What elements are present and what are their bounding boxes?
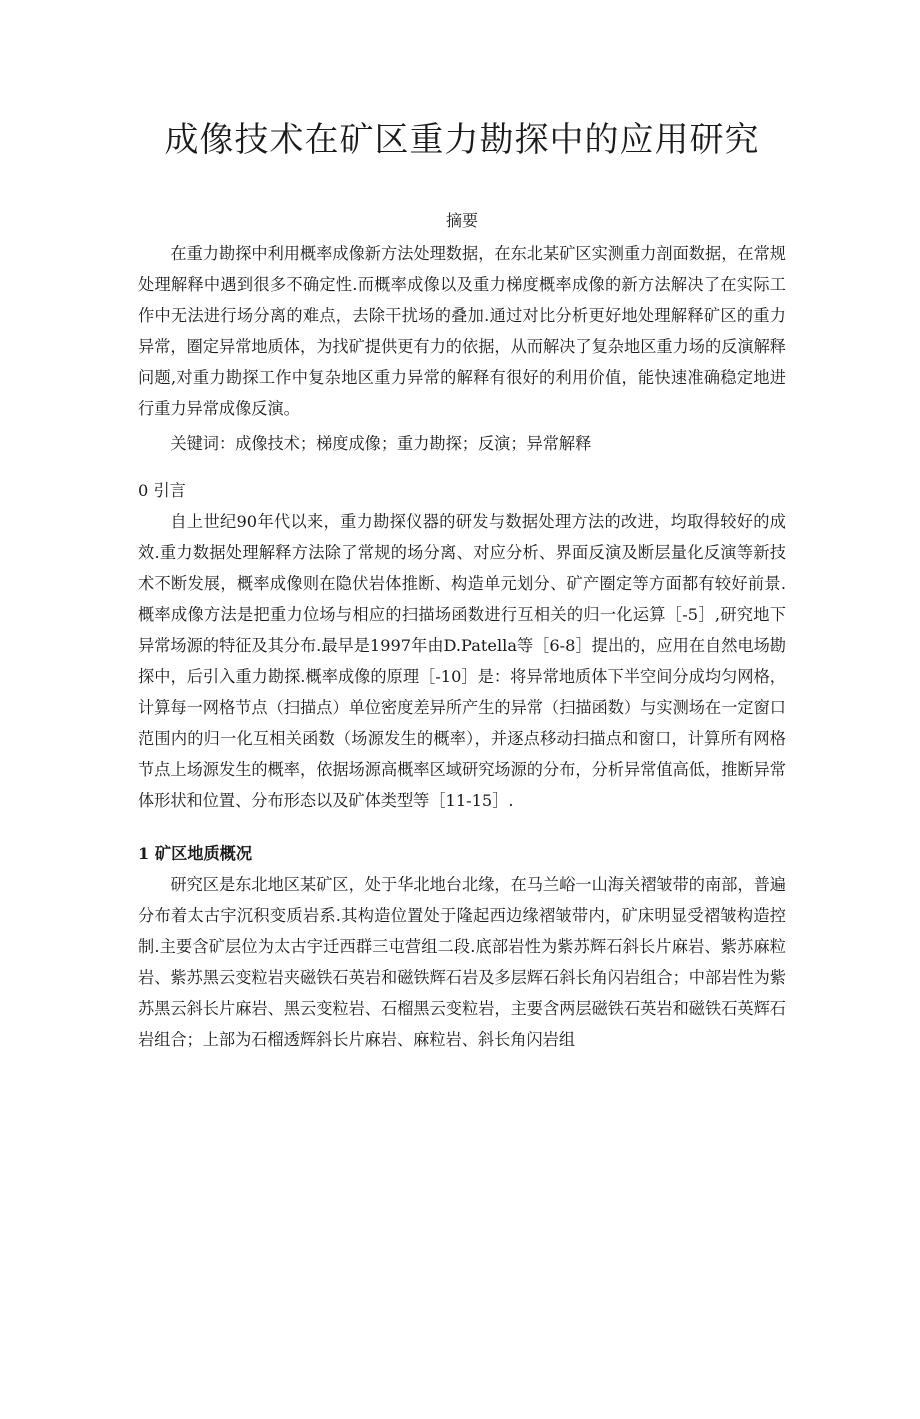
section-body-introduction: 自上世纪90年代以来，重力勘探仪器的研发与数据处理方法的改进，均取得较好的成效.重力数据处理解释方法除了常规的场分离、对应分析、界面反演及断层量化反演等新技术不断发展，概率成像则在隐伏岩体推断、构造单元划分、矿产圈定等方面都有较好前景.概率成像方法是把重力位场与相应的扫描场函数进行互相关的归一化运算［-5］,研究地下异常场源的特征及其分布.最早是1997年由D.Patella等［6-8］提出的，应用在自然电场勘探中，后引入重力勘探.概率成像的原理［-10］是：将异常地质体下半空间分成均匀网格，计算每一网格节点（扫描点）单位密度差异所产生的异常（扫描函数）与实测场在一定窗口范围内的归一化互相关函数（场源发生的概率），并逐点移动扫描点和窗口，计算所有网格节点上场源发生的概率，依据场源高概率区域研究场源的分布，分析异常值高低，推断异常体形状和位置、分布形态以及矿体类型等［11-15］. <box>138 512 786 810</box>
section-heading-introduction: 0 引言 <box>138 481 186 500</box>
paper-title: 成像技术在矿区重力勘探中的应用研究 <box>164 120 760 160</box>
abstract-heading: 摘要 <box>445 211 478 230</box>
section-body-geology: 研究区是东北地区某矿区，处于华北地台北缘，在马兰峪一山海关褶皱带的南部，普遍分布着太古宇沉积变质岩系.其构造位置处于隆起西边缘褶皱带内，矿床明显受褶皱构造控制.主要含矿层位为太古宇迁西群三屯营组二段.底部岩性为紫苏辉石斜长片麻岩、紫苏麻粒岩、紫苏黑云变粒岩夹磁铁石英岩和磁铁辉石岩及多层辉石斜长角闪岩组合；中部岩性为紫苏黑云斜长片麻岩、黑云变粒岩、石榴黑云变粒岩，主要含两层磁铁石英岩和磁铁石英辉石岩组合；上部为石榴透辉斜长片麻岩、麻粒岩、斜长角闪岩组 <box>138 875 786 1049</box>
section-heading-geology: 1 矿区地质概况 <box>138 844 253 863</box>
abstract-body: 在重力勘探中利用概率成像新方法处理数据，在东北某矿区实测重力剖面数据，在常规处理解释中遇到很多不确定性.而概率成像以及重力梯度概率成像的新方法解决了在实际工作中无法进行场分离的难点，去除干扰场的叠加.通过对比分析更好地处理解释矿区的重力异常，圈定异常地质体，为找矿提供更有力的依据，从而解决了复杂地区重力场的反演解释问题,对重力勘探工作中复杂地区重力异常的解释有很好的利用价值，能快速准确稳定地进行重力异常成像反演。 <box>138 244 786 418</box>
keywords-line: 关键词：成像技术；梯度成像；重力勘探；反演；异常解释 <box>170 434 592 453</box>
document-page <box>0 118 920 1419</box>
